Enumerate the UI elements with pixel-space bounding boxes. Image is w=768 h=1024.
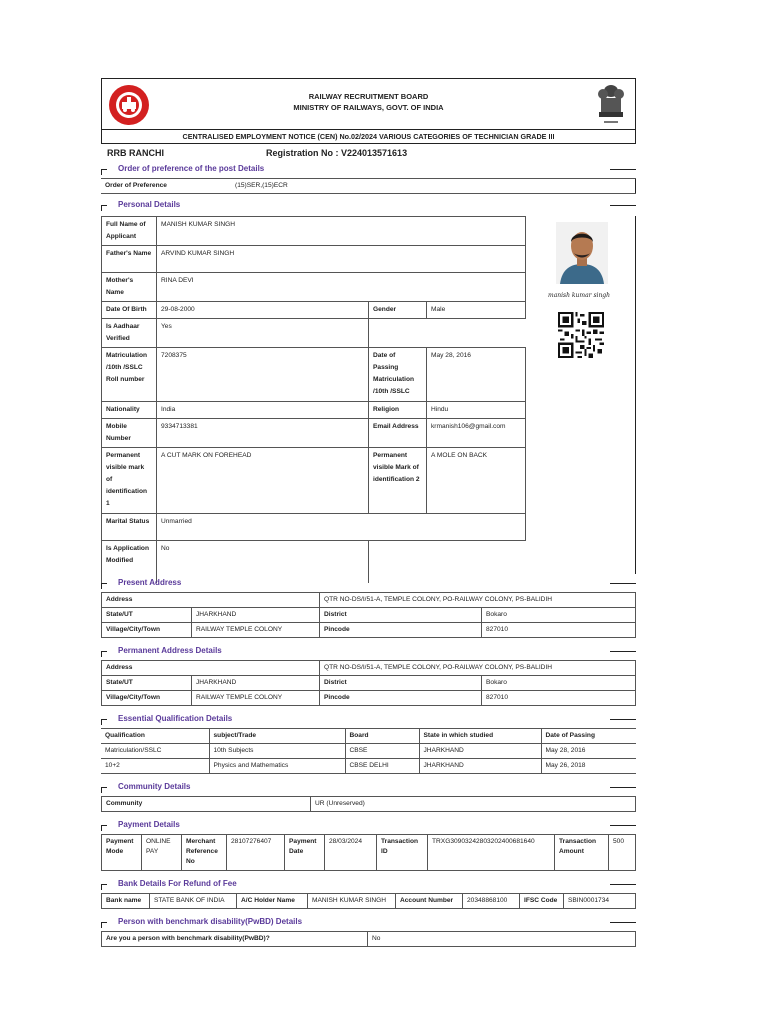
qual-cell: CBSE DELHI: [345, 759, 419, 774]
modified-value: No: [157, 541, 369, 583]
section-title: Present Address: [118, 578, 182, 587]
pincode-value: 827010: [482, 691, 636, 706]
qual-cell: 10th Subjects: [209, 744, 345, 759]
transaction-id-label: Transaction ID: [377, 835, 428, 871]
org-name: RAILWAY RECRUITMENT BOARD: [308, 92, 429, 101]
qual-cell: CBSE: [345, 744, 419, 759]
section-title: Personal Details: [118, 200, 181, 209]
aadhaar-label: Is Aadhaar Verified: [102, 319, 157, 348]
address-value: QTR NO-DS/I/51-A, TEMPLE COLONY, PO-RAILWAY COLONY, PS-BALIDIH: [320, 593, 636, 608]
matric-date-label: Date of Passing Matriculation /10th /SSLC: [369, 348, 427, 402]
account-number-label: Account Number: [396, 894, 463, 909]
email-value: krmanish106@gmail.com: [427, 419, 526, 448]
application-form: [101, 78, 636, 947]
transaction-amount-label: Transaction Amount: [555, 835, 609, 871]
qual-header: subject/Trade: [209, 729, 345, 744]
section-title: Order of preference of the post Details: [118, 164, 265, 173]
applicant-photo: [556, 222, 608, 284]
village-label: Village/City/Town: [102, 691, 192, 706]
father-name-label: Father's Name: [102, 246, 157, 273]
community-section: [101, 780, 636, 812]
present-address-section: [101, 576, 636, 638]
personal-section: [101, 198, 636, 574]
district-label: District: [320, 608, 482, 623]
qual-header: Board: [345, 729, 419, 744]
bank-table: [101, 893, 636, 909]
section-title: Bank Details For Refund of Fee: [118, 879, 237, 888]
address-label: Address: [102, 593, 320, 608]
matric-date-value: May 28, 2016: [427, 348, 526, 402]
ministry-name: MINISTRY OF RAILWAYS, GOVT. OF INDIA: [293, 103, 444, 112]
qual-cell: 10+2: [101, 759, 209, 774]
preference-label: Order of Preference: [101, 179, 231, 194]
mobile-label: Mobile Number: [102, 419, 157, 448]
ifsc-value: SBIN0001734: [564, 894, 636, 909]
holder-name-label: A/C Holder Name: [237, 894, 308, 909]
payment-mode-label: Payment Mode: [102, 835, 142, 871]
pwbd-value: No: [368, 932, 636, 947]
state-label: State/UT: [102, 676, 192, 691]
address-label: Address: [102, 661, 320, 676]
state-value: JHARKHAND: [192, 676, 320, 691]
qualification-section: [101, 712, 636, 774]
mother-name-value: RINA DEVI: [157, 273, 526, 302]
gender-value: Male: [427, 302, 526, 319]
payment-section: [101, 818, 636, 871]
qualification-table: [101, 728, 636, 774]
district-label: District: [320, 676, 482, 691]
rrb-name: RRB RANCHI: [107, 148, 164, 158]
merchant-ref-value: 28107276407: [227, 835, 285, 871]
community-label: Community: [102, 797, 311, 812]
qual-header: State in which studied: [419, 729, 541, 744]
matric-roll-value: 7208375: [157, 348, 369, 402]
personal-table: [101, 216, 526, 583]
address-value: QTR NO-DS/I/51-A, TEMPLE COLONY, PO-RAILWAY COLONY, PS-BALIDIH: [320, 661, 636, 676]
bank-name-value: STATE BANK OF INDIA: [150, 894, 237, 909]
bank-name-label: Bank name: [102, 894, 150, 909]
present-address-table: [101, 592, 636, 638]
pincode-label: Pincode: [320, 691, 482, 706]
qr-code-icon: [558, 312, 604, 358]
district-value: Bokaro: [482, 676, 636, 691]
cen-title: CENTRALISED EMPLOYMENT NOTICE (CEN) No.02/2024 VARIOUS CATEGORIES OF TECHNICIAN GRADE III: [101, 130, 636, 144]
pwbd-label: Are you a person with benchmark disability(PwBD)?: [102, 932, 368, 947]
preference-section: [101, 162, 636, 194]
mark2-value: A MOLE ON BACK: [427, 448, 526, 514]
qual-header: Date of Passing: [541, 729, 636, 744]
qual-cell: Physics and Mathematics: [209, 759, 345, 774]
bank-section: [101, 877, 636, 909]
section-title: Essential Qualification Details: [118, 714, 233, 723]
section-title: Payment Details: [118, 820, 180, 829]
community-value: UR (Unreserved): [311, 797, 636, 812]
father-name-value: ARVIND KUMAR SINGH: [157, 246, 526, 273]
community-table: [101, 796, 636, 812]
pwbd-table: [101, 931, 636, 947]
payment-date-value: 28/03/2024: [325, 835, 377, 871]
dob-label: Date Of Birth: [102, 302, 157, 319]
gender-label: Gender: [369, 302, 427, 319]
transaction-id-value: TRXG30903242803202400681640: [428, 835, 555, 871]
religion-value: Hindu: [427, 402, 526, 419]
ifsc-label: IFSC Code: [520, 894, 564, 909]
full-name-value: MANISH KUMAR SINGH: [157, 217, 526, 246]
transaction-amount-value: 500: [609, 835, 636, 871]
village-value: RAILWAY TEMPLE COLONY: [192, 623, 320, 638]
merchant-ref-label: Merchant Reference No: [182, 835, 227, 871]
payment-mode-value: ONLINE PAY: [142, 835, 182, 871]
permanent-address-table: [101, 660, 636, 706]
preference-value: (15)SER,(15)ECR: [231, 179, 636, 194]
dob-value: 29-08-2000: [157, 302, 369, 319]
qual-cell: May 28, 2016: [541, 744, 636, 759]
nationality-value: India: [157, 402, 369, 419]
aadhaar-value: Yes: [157, 319, 369, 348]
modified-label: Is Application Modified: [102, 541, 157, 583]
nationality-label: Nationality: [102, 402, 157, 419]
state-label: State/UT: [102, 608, 192, 623]
qual-cell: May 26, 2018: [541, 759, 636, 774]
form-header: [101, 78, 636, 130]
pwbd-section: [101, 915, 636, 947]
registration-number: Registration No : V224013571613: [266, 148, 408, 158]
pincode-value: 827010: [482, 623, 636, 638]
applicant-signature: manish kumar singh: [548, 292, 611, 299]
payment-date-label: Payment Date: [285, 835, 325, 871]
full-name-label: Full Name of Applicant: [102, 217, 157, 246]
pincode-label: Pincode: [320, 623, 482, 638]
mark1-value: A CUT MARK ON FOREHEAD: [157, 448, 369, 514]
preference-table: [101, 178, 636, 194]
mark1-label: Permanent visible mark of identification 1: [102, 448, 157, 514]
state-value: JHARKHAND: [192, 608, 320, 623]
village-label: Village/City/Town: [102, 623, 192, 638]
mother-name-label: Mother's Name: [102, 273, 157, 302]
registration-row: [101, 144, 636, 162]
matric-roll-label: Matriculation /10th /SSLC Roll number: [102, 348, 157, 402]
permanent-address-section: [101, 644, 636, 706]
mobile-value: 9334713381: [157, 419, 369, 448]
section-title: Permanent Address Details: [118, 646, 222, 655]
marital-value: Unmarried: [157, 514, 526, 541]
qual-cell: Matriculation/SSLC: [101, 744, 209, 759]
qual-cell: JHARKHAND: [419, 744, 541, 759]
marital-label: Marital Status: [102, 514, 157, 541]
district-value: Bokaro: [482, 608, 636, 623]
mark2-label: Permanent visible Mark of identification 2: [369, 448, 427, 514]
holder-name-value: MANISH KUMAR SINGH: [308, 894, 396, 909]
section-title: Person with benchmark disability(PwBD) Details: [118, 917, 303, 926]
national-emblem-icon: [595, 82, 627, 128]
section-title: Community Details: [118, 782, 191, 791]
village-value: RAILWAY TEMPLE COLONY: [192, 691, 320, 706]
religion-label: Religion: [369, 402, 427, 419]
qual-cell: JHARKHAND: [419, 759, 541, 774]
email-label: Email Address: [369, 419, 427, 448]
qual-header: Qualification: [101, 729, 209, 744]
payment-table: [101, 834, 636, 871]
account-number-value: 20348868100: [463, 894, 520, 909]
